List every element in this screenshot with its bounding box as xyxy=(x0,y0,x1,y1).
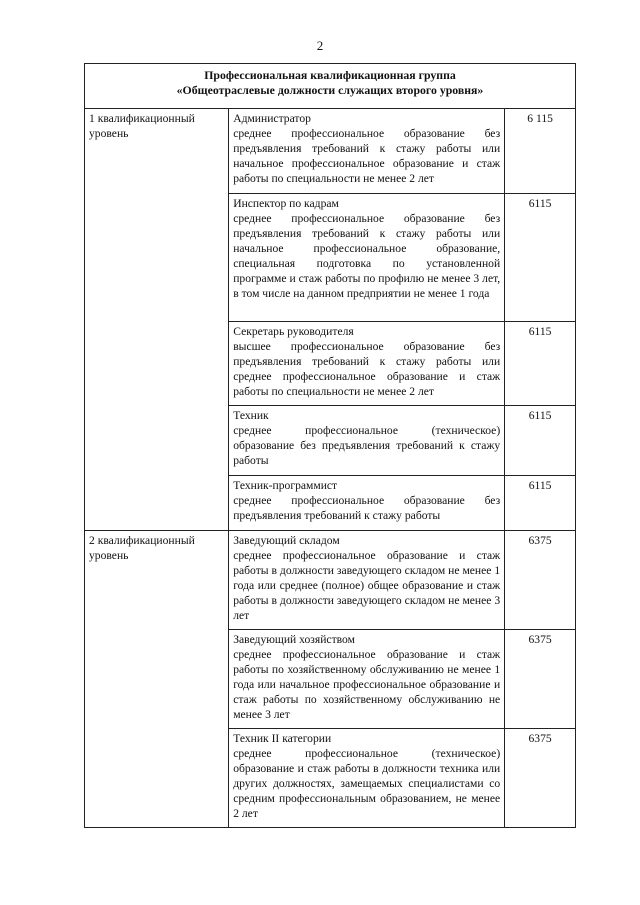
group-title xyxy=(85,64,576,109)
table-row xyxy=(85,531,576,630)
position-cell xyxy=(229,109,505,194)
table-row xyxy=(85,109,576,194)
salary-value: 6375 xyxy=(505,630,576,729)
position-requirements: среднее профессиональное образование и стаж работы в должности заведующего складом не менее 1 года или среднее (полное) общее образование и стаж работы в должности заведующего складом не менее 3 лет xyxy=(233,549,501,622)
position-requirements: среднее профессиональное образование и стаж работы по хозяйственному обслуживанию не менее 1 года или начальное профессиональное образование и стаж работы по хозяйственному обслуживанию не менее 3 лет xyxy=(233,648,501,721)
salary-value: 6375 xyxy=(505,729,576,828)
salary-value: 6375 xyxy=(505,531,576,630)
salary-value: 6 115 xyxy=(505,109,576,194)
position-title: Техник-программист xyxy=(233,479,338,492)
position-title: Инспектор по кадрам xyxy=(233,197,339,210)
position-cell xyxy=(229,322,505,406)
salary-value: 6115 xyxy=(505,476,576,531)
table-title-row xyxy=(85,64,576,109)
level-label: 1 квалификационный уровень xyxy=(85,109,229,531)
position-cell xyxy=(229,531,505,630)
position-cell xyxy=(229,194,505,322)
position-title: Секретарь руководителя xyxy=(233,325,354,338)
salary-value: 6115 xyxy=(505,322,576,406)
position-title: Техник II категории xyxy=(233,732,332,745)
salary-value: 6115 xyxy=(505,194,576,322)
position-requirements: среднее профессиональное (техническое) образование и стаж работы в должности техника или других должностях, замещаемых специалистами со средним профессиональным образованием, не менее 2 лет xyxy=(233,747,501,820)
position-cell xyxy=(229,476,505,531)
qualification-table xyxy=(84,63,576,828)
level-label: 2 квалификационный уровень xyxy=(85,531,229,828)
position-cell xyxy=(229,729,505,828)
position-requirements: среднее профессиональное образование без предъявления требований к стажу работы или начальное профессиональное образование, специальная подготовка по установленной программе и стаж работы по профилю не менее 3 лет, в том числе на данном предприятии не менее 1 года xyxy=(233,212,501,300)
position-title: Заведующий хозяйством xyxy=(233,633,355,646)
salary-value: 6115 xyxy=(505,406,576,476)
position-requirements: среднее профессиональное (техническое) образование без предъявления требований к стажу работы xyxy=(233,424,501,467)
position-title: Заведующий складом xyxy=(233,534,340,547)
page-number: 2 xyxy=(316,38,324,53)
position-requirements: высшее профессиональное образование без предъявления требований к стажу работы или среднее профессиональное образование и стаж работы по специальности не менее 2 лет xyxy=(233,340,501,398)
position-title: Техник xyxy=(233,409,269,422)
group-title-line2: «Общеотраслевые должности служащих второго уровня» xyxy=(176,83,484,97)
position-requirements: среднее профессиональное образование без предъявления требований к стажу работы xyxy=(233,494,501,522)
position-cell xyxy=(229,406,505,476)
position-cell xyxy=(229,630,505,729)
position-requirements: среднее профессиональное образование без предъявления требований к стажу работы или начальное профессиональное образование и стаж работы по специальности не менее 2 лет xyxy=(233,127,501,185)
position-title: Администратор xyxy=(233,112,311,125)
group-title-line1: Профессиональная квалификационная группа xyxy=(204,68,456,82)
